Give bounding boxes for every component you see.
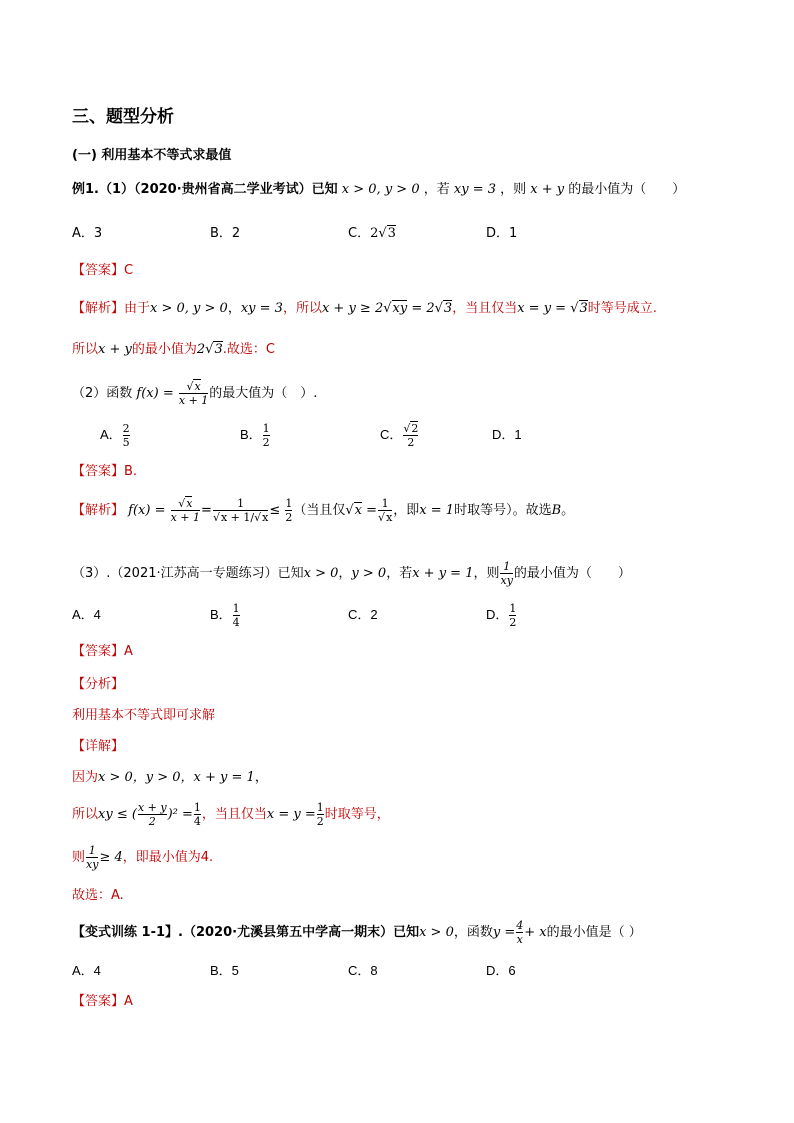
ex2-option-b: B． $\frac{1}{2}$ xyxy=(240,421,270,449)
variant1-question: 【变式训练 1-1】.（2020·尤溪县第五中学高一期末）已知x > 0，函数y = $\frac{4}{x}$ + x的最小值是（ ） xyxy=(72,918,642,946)
ex3-option-c: C．2 xyxy=(348,607,378,622)
variant1-head: 【变式训练 1-1】.（2020·尤溪县第五中学高一期末）已知 xyxy=(72,925,420,940)
ex3-line1: 因为x > 0，y > 0，x + y = 1， xyxy=(72,770,268,785)
example1-expression: x + y xyxy=(530,182,565,197)
ex2-option-d: D．1 xyxy=(492,427,522,442)
ex2-answer: 【答案】B. xyxy=(72,464,138,479)
ex3-option-d: D． $\frac{1}{2}$ xyxy=(486,601,517,629)
ex1-answer xyxy=(72,262,133,280)
example2-tail: 的最大值为（ ）. xyxy=(209,386,318,401)
example1-condition: x > 0, y > 0 xyxy=(341,182,420,197)
ex1-option-c: C．2√3 xyxy=(348,226,396,241)
example2-question: （2）函数 f(x) = $\frac{√x}{x + 1}$ 的最大值为（ ）. xyxy=(72,379,318,407)
ex3-option-a: A．4 xyxy=(72,607,101,622)
ex1-analysis: 【解析】由于x > 0, y > 0，xy = 3，所以x + y ≥ 2√xy = 2√3，当且仅当x = y = √3时等号成立. xyxy=(72,301,657,316)
example1-question xyxy=(72,181,685,199)
example1-mid2: ，则 xyxy=(500,182,527,197)
var1-option-d: D．6 xyxy=(486,963,516,978)
example2-head: （2）函数 xyxy=(72,386,133,401)
section-title: 三、题型分析 xyxy=(72,107,174,127)
ex3-line4: 故选：A. xyxy=(72,888,124,903)
analysis-label: 【解析】 xyxy=(72,301,125,316)
ex1-option-a: A．3 xyxy=(72,226,103,241)
ex2-analysis: 【解析】 f(x) = $\frac{√x}{x + 1}$ = $\frac{1}{√x + 1/√x}$ ≤ $\frac{1}{2}$ （当且仅√x = $\frac{1}{√x}$ ，即x = 1时取等号）。故选B。 xyxy=(72,496,575,524)
ex3-option-b: B． $\frac{1}{4}$ xyxy=(210,601,240,629)
ex2-option-a: A． $\frac{2}{5}$ xyxy=(100,421,130,449)
subsection-title: (一) 利用基本不等式求最值 xyxy=(72,148,232,163)
var1-answer: 【答案】A xyxy=(72,994,133,1009)
ex1-conclusion: 所以x + y的最小值为2√3.故选：C xyxy=(72,342,275,357)
example3-head: （3）.（2021·江苏高一专题练习）已知 xyxy=(72,566,304,581)
example1-mid: ，若 xyxy=(423,182,450,197)
ex3-answer: 【答案】A xyxy=(72,644,133,659)
var1-option-c: C．8 xyxy=(348,963,378,978)
ex3-xiangjie-label: 【详解】 xyxy=(72,739,125,754)
ex1-option-d: D．1 xyxy=(486,226,518,241)
ex1-option-b: B．2 xyxy=(210,226,241,241)
example1-equation: xy = 3 xyxy=(453,182,496,197)
var1-option-a: A．4 xyxy=(72,963,101,978)
answer-value: C xyxy=(124,263,134,278)
ex3-line3: 则 $\frac{1}{xy}$ ≥ 4，即最小值为4. xyxy=(72,843,214,871)
example1-head: 例1.（1）（2020·贵州省高二学业考试）已知 xyxy=(72,182,338,197)
ex3-fenxi-label: 【分析】 xyxy=(72,677,125,692)
var1-option-b: B．5 xyxy=(210,963,239,978)
ex2-option-c: C． $\frac{√2}{2}$ xyxy=(380,421,419,449)
answer-label: 【答案】 xyxy=(72,263,125,278)
example3-question: （3）.（2021·江苏高一专题练习）已知x > 0，y > 0，若x + y = 1，则 $\frac{1}{xy}$ 的最小值为（ ） xyxy=(72,559,631,587)
example1-tail: 的最小值为（ ） xyxy=(568,182,686,197)
ex3-fenxi-text: 利用基本不等式即可求解 xyxy=(72,708,216,723)
ex3-line2: 所以xy ≤ ( $\frac{x + y}{2}$ )² = $\frac{1}{4}$ ，当且仅当x = y = $\frac{1}{2}$ 时取等号， xyxy=(72,800,390,828)
